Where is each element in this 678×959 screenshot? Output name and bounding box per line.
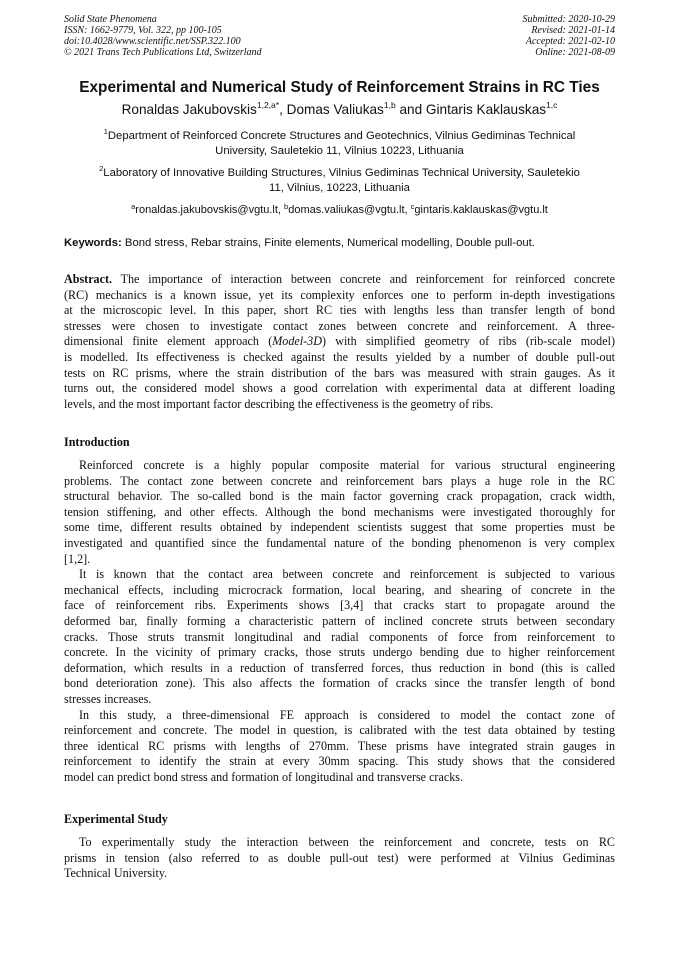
date-revised: Revised: 2021-01-14 [531,25,615,36]
intro-line: concrete. In the vicinity of primary cracks, those struts undergo bending due to higher reinforcement [64,645,615,660]
email-mark: b [284,202,289,211]
intro-line: It is known that the contact area between concrete and reinforcement is subjected to various [79,567,615,582]
abstract-text: dimensional finite element approach ( [64,334,273,349]
keywords [64,237,615,249]
keywords-label: Keywords: [64,237,122,249]
author-affil-mark: 1,c [546,100,558,110]
affiliation-text: Department of Reinforced Concrete Structures and Geotechnics, Vilnius Gediminas Technical [107,130,576,142]
intro-line: some time, different results obtained by independent scientists suggest that some properties must be [64,520,615,535]
section-heading-experimental: Experimental Study [64,812,168,826]
author-affil-mark: 1,2,a* [256,100,280,110]
journal-name: Solid State Phenomena [64,14,157,25]
intro-line: cracks. Those struts transmit longitudinal and radial components of force from reinforcement to [64,629,615,644]
email-mark: c [410,202,415,211]
affiliation-line: University, Sauletekio 11, Vilnius 10223, Lithuania [215,145,464,157]
abstract-text: ) with simplified geometry of ribs (rib-scale model) [321,334,615,349]
abstract-line: (RC) mechanics is a known issue, yet its complexity enforces one to perform in-depth investigations [64,287,615,302]
abstract [64,272,615,412]
journal-info [64,14,262,58]
paper-title: Experimental and Numerical Study of Reinforcement Strains in RC Ties [79,79,600,96]
affiliation-mark: 2 [99,164,104,173]
date-online: Online: 2021-08-09 [535,47,615,58]
experimental-body [64,835,615,882]
intro-line: tension stiffening, and other effects. Although the bond mechanisms were investigated thoroughly for [64,504,615,519]
intro-line: three identical RC prisms with lengths of 270mm. These prisms have integrated strain gauges in [64,738,615,753]
abstract-line: stresses were chosen to investigate contact zones between concrete and reinforcement. A three- [64,318,615,333]
abstract-text: The importance of interaction between concrete and reinforcement for reinforced concrete [112,272,615,286]
intro-line: bond deterioration zone). This also affects the formation of cracks since the transfer length of bond [64,676,615,691]
affiliation-1 [64,129,615,159]
abstract-label: Abstract. [64,272,113,286]
affiliation-line: 11, Vilnius, 10223, Lithuania [269,182,410,194]
abstract-line [64,272,615,288]
abstract-line [64,334,615,350]
intro-line: structural behavior. The so-called bond is the main factor governing crack propagation, crack width, [64,489,615,504]
abstract-line: at the microscopic level. In this paper, short RC ties with lengths less than transfer length of bond [64,303,615,318]
abstract-line: tests on RC prisms, where the strain distribution of the bars was measured with strain gauges. As it [64,365,615,380]
submission-dates [523,14,616,58]
abstract-line: is modelled. Its effectiveness is checked against the results yielded by a number of double pull-out [64,349,615,364]
author-name: Gintaris Kaklauskas [425,102,547,117]
intro-line: reinforcement and concrete. The model in question, is calibrated with the test data obtained by testing [64,723,615,738]
intro-line: stresses increases. [64,691,152,706]
journal-doi: doi:10.4028/www.scientific.net/SSP.322.100 [64,36,241,47]
author-list [64,102,615,117]
author-affil-mark: 1,b [383,100,396,110]
journal-issn: ISSN: 1662-9779, Vol. 322, pp 100-105 [64,25,222,36]
intro-line: deformed bar, finally forming a characteristic pattern of inclined concrete struts between secondary [64,613,615,628]
introduction-body [64,458,615,785]
affiliation-2 [64,166,615,196]
intro-line: Reinforced concrete is a highly popular composite material for various structural engineering [79,458,615,472]
intro-line: mechanical effects, including microcrack formation, local bearing, and shearing of concrete in the [64,582,615,597]
email-text: domas.valiukas@vgtu.lt, [288,204,411,216]
email-text: gintaris.kaklauskas@vgtu.lt [414,204,548,216]
section-heading-introduction: Introduction [64,435,130,449]
experimental-line: Technical University. [64,866,168,881]
intro-line: face of reinforcement ribs. Experiments shows [3,4] that cracks start to propagate around the [64,598,615,613]
affiliation-line [64,129,615,144]
journal-copyright: © 2021 Trans Tech Publications Ltd, Switzerland [64,47,262,58]
abstract-line: turns out, the considered model shows a good correlation with experimental data at different loading [64,381,615,396]
experimental-line: To experimentally study the interaction between the reinforcement and concrete, tests on RC [79,835,615,849]
affiliation-mark: 1 [103,127,108,136]
experimental-line: prisms in tension (also referred to as double pull-out test) were performed at Vilnius Gediminas [64,850,615,865]
author-separator: and [395,102,426,117]
affiliation-line [64,166,615,181]
intro-line: deformation, which results in a reduction of transferred forces, thus reduction in bond (this is called [64,660,615,675]
keywords-text: Bond stress, Rebar strains, Finite elements, Numerical modelling, Double pull-out. [121,237,535,249]
affiliation-text: Laboratory of Innovative Building Structures, Vilnius Gediminas Technical University, Sauletekio [103,167,580,179]
author-name: Domas Valiukas [286,102,384,117]
intro-line: [1,2]. [64,551,91,566]
email-text: ronaldas.jakubovskis@vgtu.lt, [135,204,285,216]
abstract-line: levels, and the most important factor describing the effectiveness is the geometry of ribs. [64,396,494,411]
intro-line: In this study, a three-dimensional FE approach is considered to model the contact zone of [79,707,615,722]
author-emails [64,204,615,216]
date-accepted: Accepted: 2021-02-10 [525,36,615,47]
date-submitted: Submitted: 2020-10-29 [522,14,615,25]
email-mark: a [131,202,136,211]
intro-line: reinforcement to identify the strain at every 30mm spacing. This study shows that the considered [64,754,615,769]
author-name: Ronaldas Jakubovskis [121,102,257,117]
intro-line: model can predict bond stress and formation of longitudinal and transverse cracks. [64,769,463,784]
author-separator: , [279,102,287,117]
model-name: Model-3D [272,334,322,349]
intro-line: investigated and quantified since the fundamental nature of the bonding phenomenon is very complex [64,535,615,550]
intro-line: problems. The contact zone between concrete and reinforcement bars plays a huge role in the RC [64,473,615,488]
